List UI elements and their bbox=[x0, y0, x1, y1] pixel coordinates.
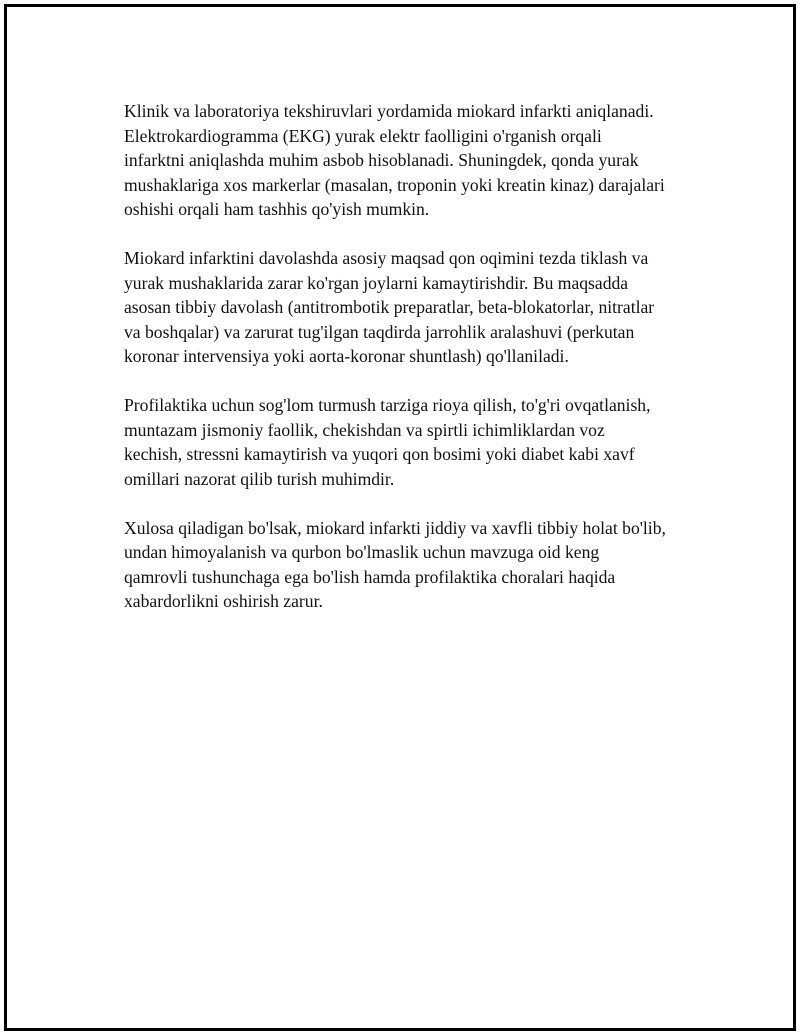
text-line: xabardorlikni oshirish zarur. bbox=[124, 591, 323, 611]
text-line: koronar intervensiya yoki aorta-koronar shuntlash) qo'llaniladi. bbox=[124, 346, 569, 366]
text-line: mushaklariga xos markerlar (masalan, troponin yoki kreatin kinaz) darajalari bbox=[124, 174, 665, 195]
text-line: undan himoyalanish va qurbon bo'lmaslik uchun mavzuga oid keng bbox=[124, 542, 600, 562]
text-line: Miokard infarktini davolashda asosiy maqsad qon oqimini tezda tiklash va bbox=[124, 248, 649, 268]
text-line: infarktni aniqlashda muhim asbob hisoblanadi. Shuningdek, qonda yurak bbox=[124, 150, 639, 170]
text-line: asosan tibbiy davolash (antitrombotik preparatlar, beta-blokatorlar, nitratlar bbox=[124, 297, 655, 317]
text-line: muntazam jismoniy faollik, chekishdan va spirtli ichimliklardan voz bbox=[124, 419, 605, 440]
text-line: Elektrokardiogramma (EKG) yurak elektr faolligini o'rganish orqali bbox=[124, 125, 602, 146]
text-line: qamrovli tushunchaga ega bo'lish hamda profilaktika choralari haqida bbox=[124, 566, 616, 587]
text-line: omillari nazorat qilib turish muhimdir. bbox=[124, 468, 395, 489]
paragraph-diagnosis bbox=[124, 99, 704, 222]
text-line: yurak mushaklarida zarar ko'rgan joylarni kamaytirishdir. Bu maqsadda bbox=[124, 272, 629, 293]
text-line: Xulosa qiladigan bo'lsak, miokard infarkti jiddiy va xavfli tibbiy holat bo'lib, bbox=[124, 517, 666, 538]
text-line: kechish, stressni kamaytirish va yuqori qon bosimi yoki diabet kabi xavf bbox=[124, 444, 635, 464]
text-line: oshishi orqali ham tashhis qo'yish mumkin. bbox=[124, 199, 430, 219]
document-body bbox=[124, 99, 704, 638]
paragraph-treatment bbox=[124, 246, 704, 369]
paragraph-conclusion bbox=[124, 516, 704, 614]
text-line: Profilaktika uchun sog'lom turmush tarziga rioya qilish, to'g'ri ovqatlanish, bbox=[124, 395, 651, 415]
page-frame bbox=[4, 4, 796, 1031]
text-line: va boshqalar) va zarurat tug'ilgan taqdirda jarrohlik aralashuvi (perkutan bbox=[124, 321, 635, 342]
text-line: Klinik va laboratoriya tekshiruvlari yordamida miokard infarkti aniqlanadi. bbox=[124, 101, 654, 121]
paragraph-prevention bbox=[124, 393, 704, 491]
